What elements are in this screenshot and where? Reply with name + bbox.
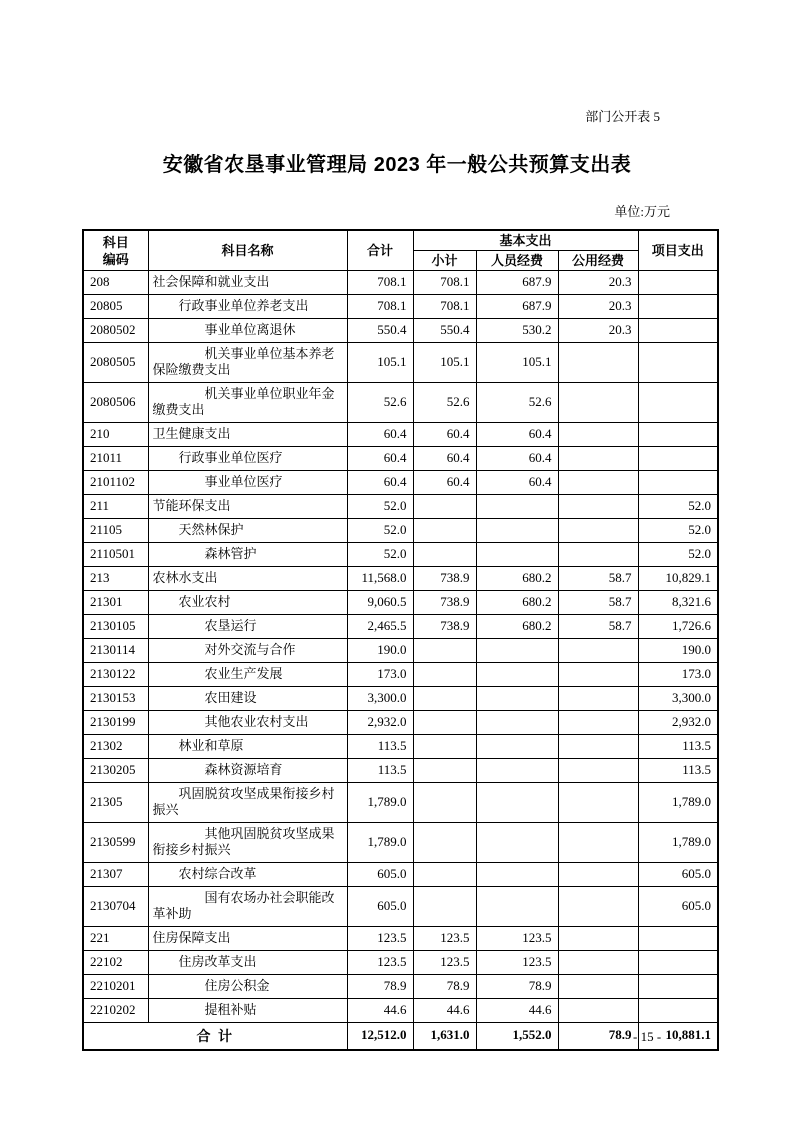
subtotal-cell: 52.6 <box>413 383 476 423</box>
subject-code-cell: 2101102 <box>83 471 148 495</box>
subject-name-cell <box>148 639 347 663</box>
subject-name-text: 森林资源培育 <box>204 762 283 777</box>
subject-name-text: 巩固脱贫攻坚成果衔接乡村振兴 <box>152 786 335 817</box>
page-number: - 15 - <box>633 1029 662 1044</box>
table-row <box>83 975 718 999</box>
subject-name-text: 天然林保护 <box>178 522 244 537</box>
public-cell <box>558 735 638 759</box>
subject-name-cell <box>148 975 347 999</box>
total-cell: 605.0 <box>347 863 413 887</box>
project-cell <box>638 927 718 951</box>
table-row <box>83 863 718 887</box>
subject-name-cell <box>148 423 347 447</box>
total-cell: 60.4 <box>347 471 413 495</box>
project-cell <box>638 423 718 447</box>
subject-code-cell: 21307 <box>83 863 148 887</box>
public-cell: 58.7 <box>558 567 638 591</box>
subject-name-cell <box>148 295 347 319</box>
project-cell <box>638 999 718 1023</box>
table-row <box>83 271 718 295</box>
subtotal-cell <box>413 863 476 887</box>
project-cell: 113.5 <box>638 759 718 783</box>
subject-name-text: 节能环保支出 <box>152 498 231 513</box>
total-row-total: 12,512.0 <box>347 1023 413 1050</box>
unit-label: 单位:万元 <box>614 204 670 219</box>
public-cell <box>558 423 638 447</box>
personnel-cell <box>476 823 558 863</box>
table-row <box>83 823 718 863</box>
total-cell: 11,568.0 <box>347 567 413 591</box>
personnel-cell <box>476 687 558 711</box>
personnel-cell <box>476 887 558 927</box>
total-cell: 550.4 <box>347 319 413 343</box>
table-row <box>83 383 718 423</box>
subject-code-cell: 2080506 <box>83 383 148 423</box>
subtotal-cell <box>413 823 476 863</box>
table-row <box>83 543 718 567</box>
subject-code-cell: 213 <box>83 567 148 591</box>
personnel-cell: 530.2 <box>476 319 558 343</box>
header-total: 合计 <box>347 230 413 271</box>
subject-code-cell: 2130199 <box>83 711 148 735</box>
public-cell <box>558 975 638 999</box>
project-cell: 52.0 <box>638 543 718 567</box>
public-cell <box>558 495 638 519</box>
subject-code-cell: 221 <box>83 927 148 951</box>
project-cell <box>638 447 718 471</box>
project-cell: 3,300.0 <box>638 687 718 711</box>
project-cell: 605.0 <box>638 887 718 927</box>
personnel-cell <box>476 863 558 887</box>
table-row <box>83 783 718 823</box>
total-cell: 113.5 <box>347 759 413 783</box>
personnel-cell: 105.1 <box>476 343 558 383</box>
personnel-cell: 60.4 <box>476 423 558 447</box>
table-row <box>83 295 718 319</box>
subtotal-cell <box>413 519 476 543</box>
personnel-cell <box>476 663 558 687</box>
subject-code-cell: 21305 <box>83 783 148 823</box>
table-row <box>83 663 718 687</box>
total-cell: 123.5 <box>347 927 413 951</box>
table-row <box>83 711 718 735</box>
subtotal-cell <box>413 639 476 663</box>
subtotal-cell <box>413 887 476 927</box>
subtotal-cell: 123.5 <box>413 927 476 951</box>
subject-name-text: 对外交流与合作 <box>204 642 296 657</box>
subject-name-cell <box>148 735 347 759</box>
subject-name-cell <box>148 447 347 471</box>
public-cell <box>558 447 638 471</box>
public-cell <box>558 863 638 887</box>
total-row-public: 78.9 <box>558 1023 638 1050</box>
public-cell <box>558 519 638 543</box>
subject-name-cell <box>148 863 347 887</box>
table-row <box>83 319 718 343</box>
subject-code-cell: 21011 <box>83 447 148 471</box>
subject-name-text: 住房保障支出 <box>152 930 231 945</box>
table-row <box>83 591 718 615</box>
project-cell: 52.0 <box>638 495 718 519</box>
personnel-cell: 687.9 <box>476 271 558 295</box>
doc-label: 部门公开表 5 <box>585 109 660 124</box>
project-cell <box>638 271 718 295</box>
subject-code-cell: 2130122 <box>83 663 148 687</box>
total-cell: 3,300.0 <box>347 687 413 711</box>
public-cell <box>558 759 638 783</box>
table-row <box>83 759 718 783</box>
public-cell <box>558 951 638 975</box>
personnel-cell <box>476 519 558 543</box>
subject-code-cell: 208 <box>83 271 148 295</box>
project-cell <box>638 975 718 999</box>
subject-code-cell: 2130704 <box>83 887 148 927</box>
subject-name-text: 行政事业单位医疗 <box>178 450 283 465</box>
subject-name-cell <box>148 519 347 543</box>
public-cell <box>558 823 638 863</box>
public-cell <box>558 471 638 495</box>
total-cell: 52.0 <box>347 495 413 519</box>
subject-code-cell: 2130153 <box>83 687 148 711</box>
project-cell: 8,321.6 <box>638 591 718 615</box>
table-row <box>83 735 718 759</box>
subtotal-cell <box>413 783 476 823</box>
subtotal-cell <box>413 663 476 687</box>
table-total-row <box>83 1023 718 1050</box>
subject-code-cell: 2080502 <box>83 319 148 343</box>
project-cell <box>638 343 718 383</box>
subject-name-cell <box>148 823 347 863</box>
total-cell: 123.5 <box>347 951 413 975</box>
project-cell: 1,789.0 <box>638 783 718 823</box>
budget-table <box>82 229 719 1051</box>
subject-name-cell <box>148 783 347 823</box>
subject-name-cell <box>148 687 347 711</box>
subject-name-cell <box>148 591 347 615</box>
personnel-cell <box>476 759 558 783</box>
subject-code-cell: 2080505 <box>83 343 148 383</box>
subject-name-text: 农垦运行 <box>204 618 257 633</box>
total-cell: 605.0 <box>347 887 413 927</box>
project-cell <box>638 295 718 319</box>
header-personnel-funds: 人员经费 <box>476 251 558 271</box>
table-row <box>83 687 718 711</box>
public-cell <box>558 711 638 735</box>
subject-code-cell: 21301 <box>83 591 148 615</box>
public-cell: 20.3 <box>558 319 638 343</box>
subtotal-cell: 738.9 <box>413 567 476 591</box>
subject-name-text: 林业和草原 <box>178 738 244 753</box>
subtotal-cell <box>413 711 476 735</box>
project-cell: 10,829.1 <box>638 567 718 591</box>
subject-code-cell: 2130599 <box>83 823 148 863</box>
table-row <box>83 567 718 591</box>
subject-name-text: 农田建设 <box>204 690 257 705</box>
subject-name-cell <box>148 927 347 951</box>
header-subject-code-line1: 科目 <box>102 234 129 250</box>
subject-code-cell: 2130105 <box>83 615 148 639</box>
table-row <box>83 615 718 639</box>
subtotal-cell: 550.4 <box>413 319 476 343</box>
public-cell <box>558 687 638 711</box>
subject-name-text: 提租补贴 <box>204 1002 257 1017</box>
subtotal-cell <box>413 495 476 519</box>
personnel-cell <box>476 639 558 663</box>
subtotal-cell: 708.1 <box>413 295 476 319</box>
subject-name-cell <box>148 471 347 495</box>
total-row-label: 合 计 <box>83 1023 347 1050</box>
subject-name-text: 住房改革支出 <box>178 954 257 969</box>
subject-name-cell <box>148 663 347 687</box>
table-row <box>83 343 718 383</box>
table-row <box>83 519 718 543</box>
table-row <box>83 495 718 519</box>
header-basic-expenditure: 基本支出 <box>413 230 638 251</box>
total-cell: 9,060.5 <box>347 591 413 615</box>
subject-name-text: 其他巩固脱贫攻坚成果衔接乡村振兴 <box>152 826 335 857</box>
subject-name-text: 机关事业单位基本养老保险缴费支出 <box>152 346 335 377</box>
subject-name-cell <box>148 711 347 735</box>
project-cell: 113.5 <box>638 735 718 759</box>
personnel-cell <box>476 783 558 823</box>
personnel-cell: 78.9 <box>476 975 558 999</box>
subject-code-cell: 2130114 <box>83 639 148 663</box>
public-cell <box>558 887 638 927</box>
total-cell: 52.6 <box>347 383 413 423</box>
subject-name-text: 农业农村 <box>178 594 231 609</box>
subject-name-cell <box>148 887 347 927</box>
project-cell: 2,932.0 <box>638 711 718 735</box>
subtotal-cell: 60.4 <box>413 423 476 447</box>
total-cell: 708.1 <box>347 295 413 319</box>
subtotal-cell <box>413 687 476 711</box>
total-cell: 173.0 <box>347 663 413 687</box>
table-row <box>83 639 718 663</box>
subject-name-cell <box>148 999 347 1023</box>
subject-name-cell <box>148 567 347 591</box>
subject-code-cell: 2110501 <box>83 543 148 567</box>
subtotal-cell: 708.1 <box>413 271 476 295</box>
personnel-cell <box>476 735 558 759</box>
total-row-project: 10,881.1 <box>638 1023 718 1050</box>
subject-name-text: 社会保障和就业支出 <box>152 274 270 289</box>
personnel-cell: 680.2 <box>476 615 558 639</box>
total-cell: 52.0 <box>347 543 413 567</box>
subject-code-cell: 2210202 <box>83 999 148 1023</box>
public-cell <box>558 663 638 687</box>
public-cell: 58.7 <box>558 615 638 639</box>
subject-code-cell: 2130205 <box>83 759 148 783</box>
project-cell <box>638 383 718 423</box>
total-row-subtotal: 1,631.0 <box>413 1023 476 1050</box>
table-row <box>83 887 718 927</box>
personnel-cell: 123.5 <box>476 927 558 951</box>
public-cell <box>558 343 638 383</box>
subtotal-cell: 123.5 <box>413 951 476 975</box>
personnel-cell <box>476 495 558 519</box>
project-cell: 190.0 <box>638 639 718 663</box>
subject-name-cell <box>148 271 347 295</box>
subject-code-cell: 22102 <box>83 951 148 975</box>
total-cell: 2,465.5 <box>347 615 413 639</box>
project-cell: 52.0 <box>638 519 718 543</box>
total-cell: 190.0 <box>347 639 413 663</box>
table-header <box>83 230 718 271</box>
header-public-funds: 公用经费 <box>558 251 638 271</box>
personnel-cell: 60.4 <box>476 471 558 495</box>
header-subject-name: 科目名称 <box>148 230 347 271</box>
personnel-cell: 60.4 <box>476 447 558 471</box>
header-subject-code <box>83 230 148 271</box>
subject-name-text: 卫生健康支出 <box>152 426 231 441</box>
subtotal-cell <box>413 543 476 567</box>
table-body <box>83 271 718 1023</box>
public-cell <box>558 999 638 1023</box>
subject-name-cell <box>148 951 347 975</box>
header-subject-code-line2: 编码 <box>102 251 129 267</box>
personnel-cell: 44.6 <box>476 999 558 1023</box>
subtotal-cell: 738.9 <box>413 615 476 639</box>
subject-code-cell: 210 <box>83 423 148 447</box>
project-cell: 173.0 <box>638 663 718 687</box>
total-cell: 105.1 <box>347 343 413 383</box>
subject-code-cell: 20805 <box>83 295 148 319</box>
subject-name-cell <box>148 615 347 639</box>
total-cell: 1,789.0 <box>347 783 413 823</box>
public-cell <box>558 927 638 951</box>
public-cell <box>558 639 638 663</box>
table-row <box>83 999 718 1023</box>
subtotal-cell: 44.6 <box>413 999 476 1023</box>
subject-code-cell: 21105 <box>83 519 148 543</box>
total-cell: 2,932.0 <box>347 711 413 735</box>
subject-name-text: 住房公积金 <box>204 978 270 993</box>
subject-name-cell <box>148 383 347 423</box>
subtotal-cell: 60.4 <box>413 447 476 471</box>
header-subtotal: 小计 <box>413 251 476 271</box>
personnel-cell <box>476 543 558 567</box>
table-row <box>83 951 718 975</box>
subject-name-cell <box>148 343 347 383</box>
project-cell: 1,726.6 <box>638 615 718 639</box>
total-cell: 1,789.0 <box>347 823 413 863</box>
subject-name-cell <box>148 319 347 343</box>
subject-name-cell <box>148 759 347 783</box>
subject-name-cell <box>148 543 347 567</box>
subject-name-text: 其他农业农村支出 <box>204 714 309 729</box>
subtotal-cell: 60.4 <box>413 471 476 495</box>
table-row <box>83 447 718 471</box>
subject-name-text: 农业生产发展 <box>204 666 283 681</box>
subject-name-cell <box>148 495 347 519</box>
personnel-cell: 680.2 <box>476 567 558 591</box>
public-cell: 20.3 <box>558 295 638 319</box>
subject-name-text: 森林管护 <box>204 546 257 561</box>
subject-name-text: 国有农场办社会职能改革补助 <box>152 890 335 921</box>
total-cell: 113.5 <box>347 735 413 759</box>
public-cell: 58.7 <box>558 591 638 615</box>
total-cell: 52.0 <box>347 519 413 543</box>
table-row <box>83 423 718 447</box>
subtotal-cell: 105.1 <box>413 343 476 383</box>
total-cell: 60.4 <box>347 447 413 471</box>
total-cell: 44.6 <box>347 999 413 1023</box>
total-cell: 60.4 <box>347 423 413 447</box>
subject-name-text: 事业单位离退休 <box>204 322 296 337</box>
subtotal-cell <box>413 759 476 783</box>
table-row <box>83 471 718 495</box>
subject-name-text: 农村综合改革 <box>178 866 257 881</box>
personnel-cell: 123.5 <box>476 951 558 975</box>
project-cell <box>638 319 718 343</box>
subject-name-text: 机关事业单位职业年金缴费支出 <box>152 386 335 417</box>
public-cell <box>558 543 638 567</box>
personnel-cell <box>476 711 558 735</box>
header-project-expenditure: 项目支出 <box>638 230 718 271</box>
subject-name-text: 行政事业单位养老支出 <box>178 298 309 313</box>
subtotal-cell: 78.9 <box>413 975 476 999</box>
total-cell: 78.9 <box>347 975 413 999</box>
project-cell <box>638 951 718 975</box>
subject-code-cell: 21302 <box>83 735 148 759</box>
subject-name-text: 农林水支出 <box>152 570 218 585</box>
public-cell <box>558 783 638 823</box>
subtotal-cell: 738.9 <box>413 591 476 615</box>
project-cell: 1,789.0 <box>638 823 718 863</box>
public-cell <box>558 383 638 423</box>
personnel-cell: 687.9 <box>476 295 558 319</box>
public-cell: 20.3 <box>558 271 638 295</box>
subject-code-cell: 211 <box>83 495 148 519</box>
subject-code-cell: 2210201 <box>83 975 148 999</box>
total-cell: 708.1 <box>347 271 413 295</box>
project-cell: 605.0 <box>638 863 718 887</box>
total-row-personnel: 1,552.0 <box>476 1023 558 1050</box>
subtotal-cell <box>413 735 476 759</box>
personnel-cell: 52.6 <box>476 383 558 423</box>
subject-name-text: 事业单位医疗 <box>204 474 283 489</box>
personnel-cell: 680.2 <box>476 591 558 615</box>
project-cell <box>638 471 718 495</box>
page-title: 安徽省农垦事业管理局 2023 年一般公共预算支出表 <box>162 154 632 176</box>
table-row <box>83 927 718 951</box>
